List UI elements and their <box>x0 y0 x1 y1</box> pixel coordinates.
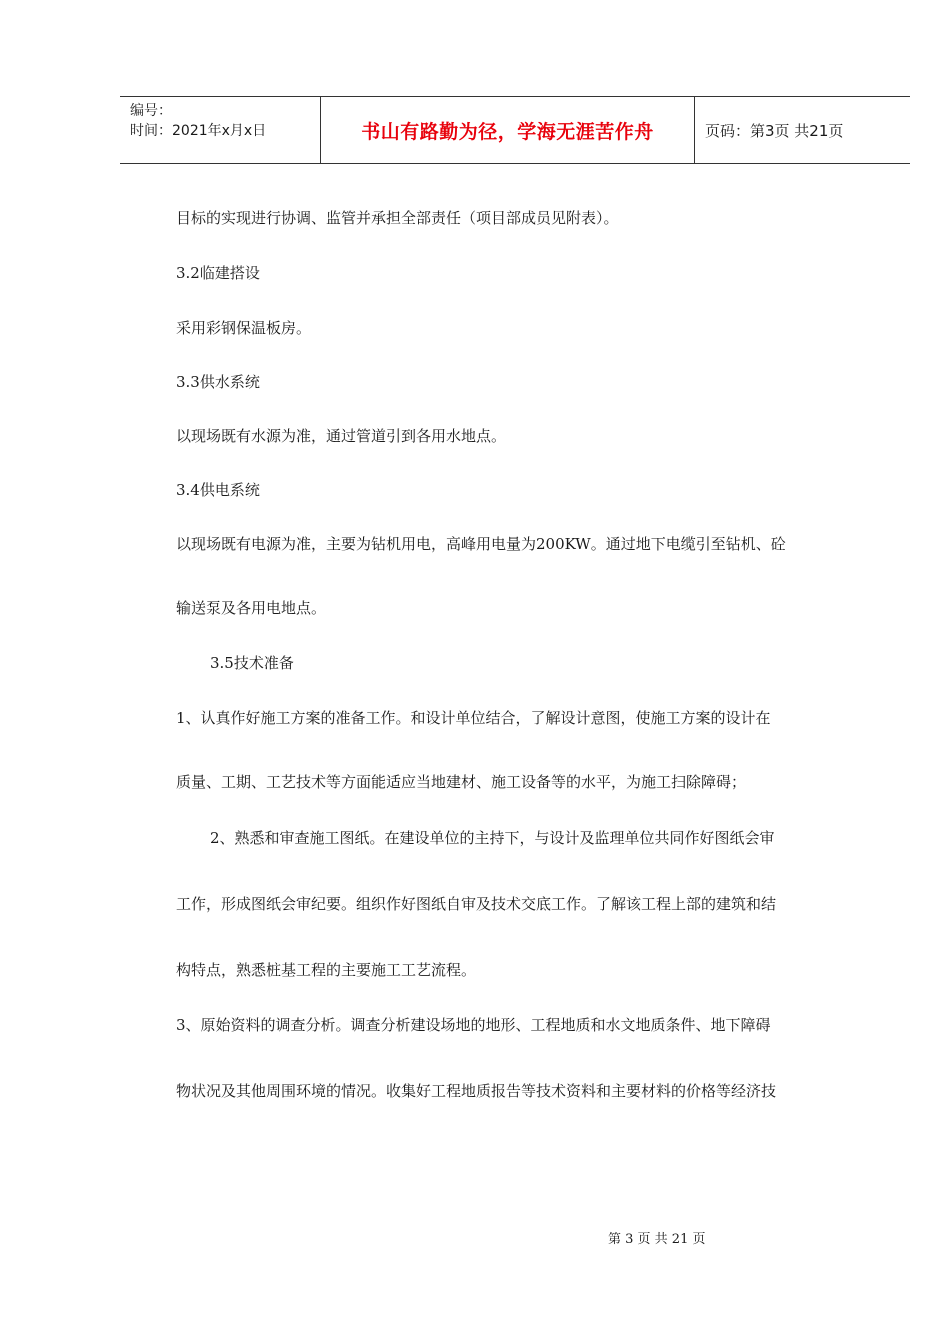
header-motto: 书山有路勤为径，学海无涯苦作舟 <box>321 97 695 163</box>
body-line-1: 目标的实现进行协调、监管并承担全部责任（项目部成员见附表）。 <box>176 209 619 227</box>
body-line-13: 工作，形成图纸会审纪要。组织作好图纸自审及技术交底工作。了解该工程上部的建筑和结 <box>176 895 777 913</box>
footer-page-number: 第 3 页 共 21 页 <box>608 1232 706 1247</box>
section-heading-3-4: 3.4供电系统 <box>176 481 260 499</box>
body-line-11: 质量、工期、工艺技术等方面能适应当地建材、施工设备等的水平，为施工扫除障碍； <box>176 773 747 791</box>
body-line-7: 以现场既有电源为准，主要为钻机用电，高峰用电量为200KW。通过地下电缆引至钻机、砼 <box>176 535 786 553</box>
section-heading-3-5: 3.5技术准备 <box>210 654 294 672</box>
header-meta-cell <box>120 97 321 163</box>
body-line-16: 物状况及其他周围环境的情况。收集好工程地质报告等技术资料和主要材料的价格等经济技 <box>176 1082 777 1100</box>
section-heading-3-3: 3.3供水系统 <box>176 373 260 391</box>
section-heading-3-2: 3.2临建搭设 <box>176 264 260 282</box>
body-line-5: 以现场既有水源为准，通过管道引到各用水地点。 <box>176 427 507 445</box>
header-page-number: 页码：第3页 共21页 <box>705 121 844 140</box>
body-line-15: 3、原始资料的调查分析。调查分析建设场地的地形、工程地质和水文地质条件、地下障碍 <box>176 1016 771 1034</box>
body-line-12: 2、熟悉和审查施工图纸。在建设单位的主持下，与设计及监理单位共同作好图纸会审 <box>210 829 775 847</box>
document-number-label: 编号： <box>130 103 172 119</box>
body-line-8: 输送泵及各用电地点。 <box>176 599 327 617</box>
body-line-10: 1、认真作好施工方案的准备工作。和设计单位结合，了解设计意图，使施工方案的设计在 <box>176 709 771 727</box>
document-time-label: 时间：2021年x月x日 <box>130 123 267 139</box>
body-line-3: 采用彩钢保温板房。 <box>176 319 312 337</box>
body-line-14: 构特点，熟悉桩基工程的主要施工工艺流程。 <box>176 961 477 979</box>
page-header <box>120 96 910 164</box>
